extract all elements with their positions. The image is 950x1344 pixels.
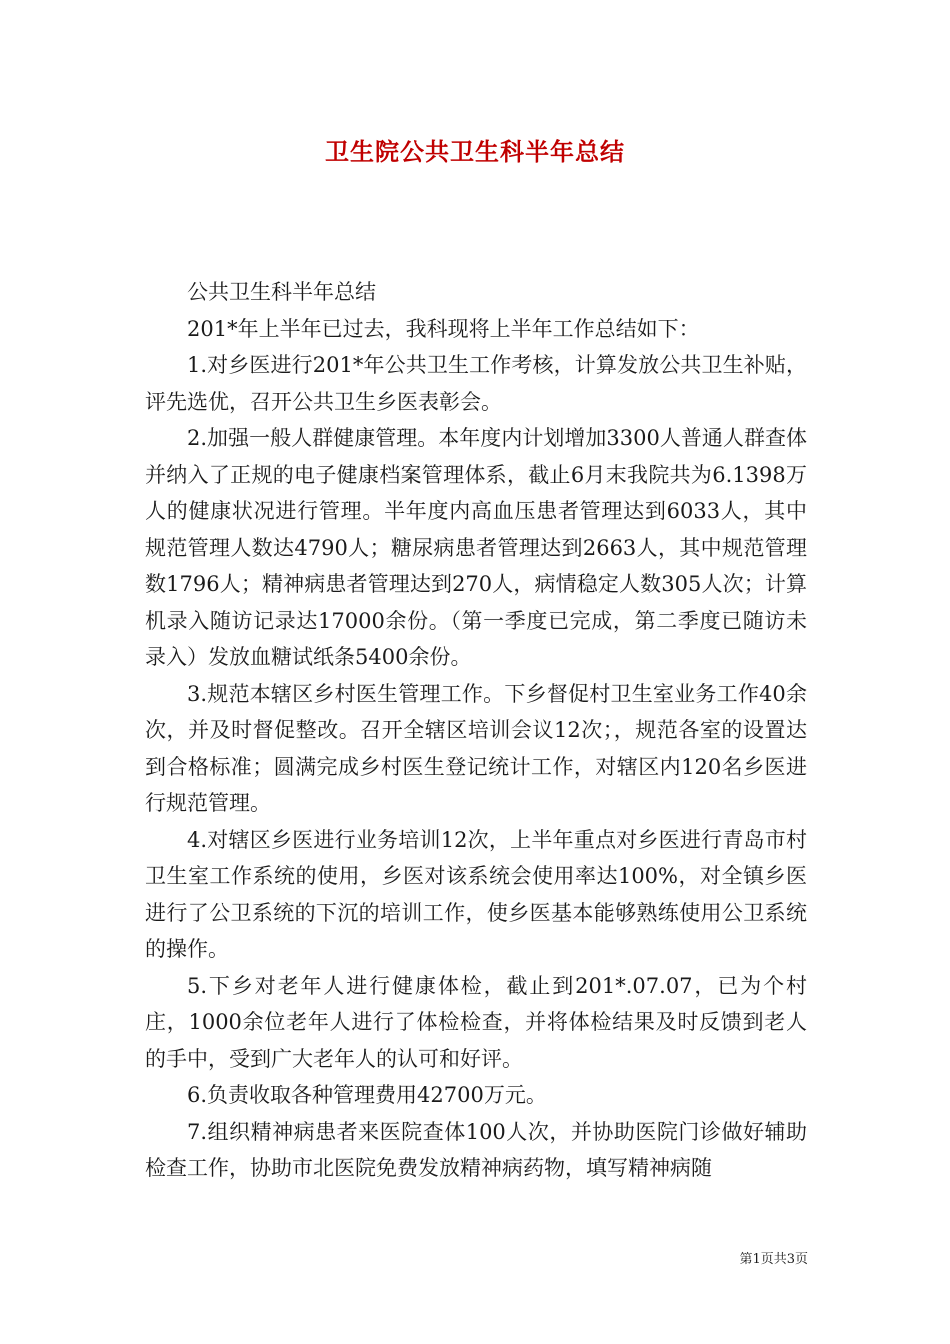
paragraph-item-1: 1.对乡医进行201*年公共卫生工作考核，计算发放公共卫生补贴，评先选优，召开公共卫生乡医表彰会。 <box>145 353 807 414</box>
paragraph-item-5: 5.下乡对老年人进行健康体检，截止到201*.07.07，已为个村庄，1000余位老年人进行了体检检查，并将体检结果及时反馈到老人的手中，受到广大老年人的认可和好评。 <box>145 973 807 1071</box>
paragraph-item-4: 4.对辖区乡医进行业务培训12次，上半年重点对乡医进行青岛市村卫生室工作系统的使用，乡医对该系统会使用率达100%，对全镇乡医进行了公卫系统的下沉的培训工作，使乡医基本能够熟练使用公卫系统的操作。 <box>145 827 807 961</box>
document-title: 卫生院公共卫生科半年总结 <box>325 137 625 166</box>
paragraph-item-2: 2.加强一般人群健康管理。本年度内计划增加3300人普通人群查体并纳入了正规的电子健康档案管理体系，截止6月末我院共为6.1398万人的健康状况进行管理。半年度内高血压患者管理达到6033人，其中规范管理人数达4790人；糖尿病患者管理达到2663人，其中规范管理数1796人；精神病患者管理达到270人，病情稳定人数305人次；计算机录入随访记录达17000余份。（第一季度已完成，第二季度已随访未录入）发放血糖试纸条5400余份。 <box>145 426 807 669</box>
paragraph-item-7: 7.组织精神病患者来医院查体100人次，并协助医院门诊做好辅助检查工作，协助市北医院免费发放精神病药物，填写精神病随 <box>145 1119 807 1180</box>
paragraph-item-6: 6.负责收取各种管理费用42700万元。 <box>187 1083 547 1107</box>
document-body <box>145 274 807 1187</box>
document-subtitle: 公共卫生科半年总结 <box>187 280 376 304</box>
paragraph-item-3: 3.规范本辖区乡村医生管理工作。下乡督促村卫生室业务工作40余次，并及时督促整改。召开全辖区培训会议12次；，规范各室的设置达到合格标准；圆满完成乡村医生登记统计工作，对辖区内120名乡医进行规范管理。 <box>145 681 807 815</box>
page-number: 第1页共3页 <box>739 1252 808 1267</box>
paragraph-intro: 201*年上半年已过去，我科现将上半年工作总结如下： <box>187 316 700 341</box>
